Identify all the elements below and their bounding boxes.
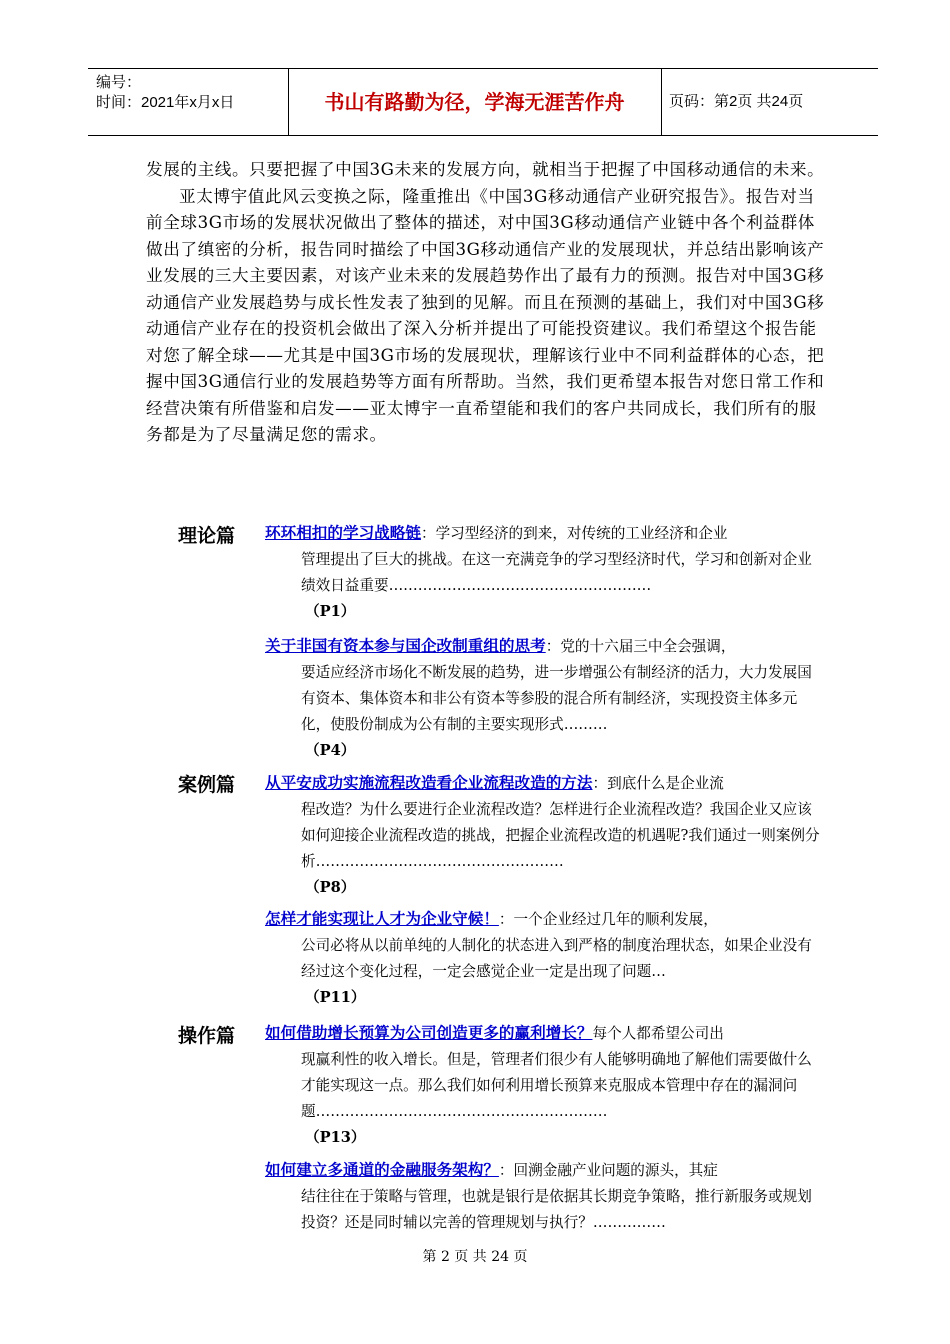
article-entry — [265, 770, 835, 901]
article-summary: 现赢利性的收入增长。但是，管理者们很少有人能够明确地了解他们需要做什么才能实现这一点。那么我们如何利用增长预算来克服成本管理中存在的漏洞问题…………………………………………………… — [301, 1051, 812, 1120]
article-summary: 要适应经济市场化不断发展的趋势，进一步增强公有制经济的活力，大力发展国有资本、集体资本和非公有资本等参股的混合所有制经济，实现投资主体多元化，使股份制成为公有制的主要实现形式……… — [301, 664, 812, 733]
article-page: （P1） — [305, 603, 356, 620]
paragraph: 发展的主线。只要把握了中国3G未来的发展方向，就相当于把握了中国移动通信的未来。 — [146, 160, 825, 179]
section-title: 案例篇 — [178, 774, 236, 796]
header-meta — [88, 69, 288, 135]
article-link[interactable]: 如何建立多通道的金融服务架构？ — [265, 1161, 499, 1179]
article-entry — [265, 906, 835, 1011]
article-summary: 管理提出了巨大的挑战。在这一充满竞争的学习型经济时代，学习和创新对企业绩效日益重要……………………………………………… — [301, 551, 812, 594]
page-footer: 第 2 页 共 24 页 — [422, 1249, 528, 1265]
article-page: （P4） — [305, 742, 356, 759]
section-title: 理论篇 — [178, 525, 236, 547]
header-time: 时间：2021年x月x日 — [96, 94, 235, 111]
header-motto: 书山有路勤为径，学海无涯苦作舟 — [324, 90, 625, 114]
article-lead: 回溯金融产业问题的源头，其症 — [513, 1162, 718, 1179]
article-entry — [265, 520, 835, 625]
section-title: 操作篇 — [178, 1025, 236, 1047]
article-lead: 每个人都希望公司出 — [592, 1025, 724, 1042]
article-sep: ： — [498, 911, 514, 928]
article-link[interactable]: 从平安成功实施流程改造看企业流程改造的方法 — [265, 774, 593, 792]
article-link[interactable]: 如何借助增长预算为公司创造更多的赢利增长？ — [265, 1024, 593, 1042]
article-entry — [265, 1157, 835, 1236]
article-sep: ： — [498, 1162, 514, 1179]
paragraph: 亚太博宇值此风云变换之际，隆重推出《中国3G移动通信产业研究报告》。报告对当前全球3G市场的发展状况做出了整体的描述，对中国3G移动通信产业链中各个利益群体做出了缜密的分析，报告同时描绘了中国3G移动通信产业的发展现状，并总结出影响该产业发展的三大主要因素，对该产业未来的发展趋势作出了最有力的预测。报告对中国3G移动通信产业发展趋势与成长性发表了独到的见解。而且在预测的基础上，我们对中国3G移动通信产业存在的投资机会做出了深入分析并提出了可能投资建议。我们希望这个报告能对您了解全球——尤其是中国3G市场的发展现状，理解该行业中不同利益群体的心态，把握中国3G通信行业的发展趋势等方面有所帮助。当然，我们更希望本报告对您日常工作和经营决策有所借鉴和启发——亚太博宇一直希望能和我们的客户共同成长，我们所有的服务都是为了尽量满足您的需求。 — [146, 186, 825, 444]
article-link[interactable]: 关于非国有资本参与国企改制重组的思考 — [265, 637, 546, 655]
header-id: 编号： — [96, 74, 142, 91]
article-entry — [265, 633, 835, 764]
article-page: （P11） — [305, 989, 366, 1006]
header-divider — [661, 69, 662, 135]
article-summary: 公司必将从以前单纯的人制化的状态进入到严格的制度治理状态，如果企业没有经过这个变化过程，一定会感觉企业一定是出现了问题… — [301, 937, 812, 980]
article-lead: 一个企业经过几年的顺利发展， — [513, 911, 718, 928]
article-lead: 到底什么是企业流 — [607, 775, 724, 792]
article-page: （P13） — [305, 1129, 366, 1146]
article-link[interactable]: 环环相扣的学习战略链 — [265, 524, 421, 542]
article-summary: 结往往在于策略与管理，也就是银行是依据其长期竞争策略，推行新服务或规划投资？还是同时辅以完善的管理规划与执行？…………… — [301, 1188, 812, 1231]
article-link[interactable]: 怎样才能实现让人才为企业守候！ — [265, 910, 499, 928]
body-text — [146, 157, 826, 449]
article-sep: ： — [545, 638, 561, 655]
header-page: 页码：第2页 共24页 — [669, 93, 804, 110]
article-entry — [265, 1020, 835, 1151]
article-sep: ： — [420, 525, 436, 542]
article-summary: 程改造？为什么要进行企业流程改造？怎样进行企业流程改造？我国企业又应该如何迎接企业流程改造的挑战，把握企业流程改造的机遇呢?我们通过一则案例分析…………………………………………… — [301, 801, 820, 870]
article-page: （P8） — [305, 879, 356, 896]
page-header — [88, 68, 878, 136]
article-lead: 学习型经济的到来，对传统的工业经济和企业 — [435, 525, 728, 542]
article-sep: ： — [592, 775, 608, 792]
article-lead: 党的十六届三中全会强调， — [560, 638, 736, 655]
